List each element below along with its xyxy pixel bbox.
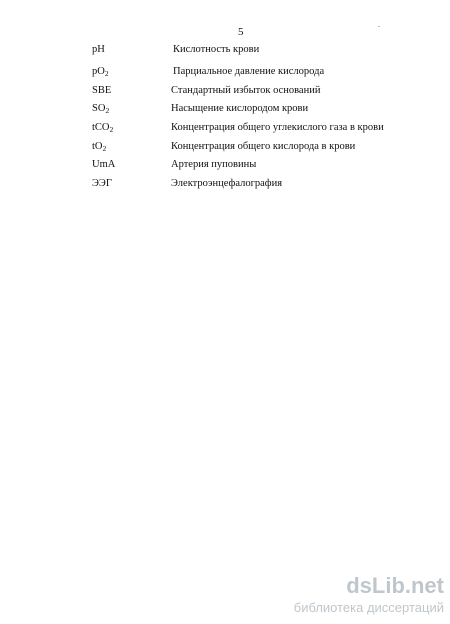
abbreviation-definition: Кислотность крови bbox=[173, 44, 260, 55]
abbreviation-row bbox=[0, 42, 450, 58]
abbreviation-definition: Артерия пуповины bbox=[171, 159, 257, 170]
abbreviation-term: tCO2 bbox=[92, 122, 114, 134]
abbreviation-definition: Парциальное давление кислорода bbox=[173, 66, 325, 77]
abbreviation-row bbox=[0, 139, 450, 155]
abbreviation-definition: Насыщение кислородом крови bbox=[171, 103, 309, 114]
page-number: 5 bbox=[238, 26, 244, 38]
abbreviation-term: ЭЭГ bbox=[92, 178, 112, 189]
abbreviation-term: tO2 bbox=[92, 141, 107, 153]
scan-speck: . bbox=[378, 20, 380, 29]
abbreviation-term: SBE bbox=[92, 85, 112, 96]
abbreviation-definition: Концентрация общего кислорода в крови bbox=[171, 141, 356, 152]
watermark-logo: dsLib.net bbox=[346, 573, 444, 598]
abbreviation-term: pO2 bbox=[92, 66, 109, 78]
abbreviation-row bbox=[0, 120, 450, 136]
abbreviation-row bbox=[0, 157, 450, 173]
abbreviation-term: pH bbox=[92, 44, 105, 55]
abbreviation-row bbox=[0, 176, 450, 192]
abbreviation-row bbox=[0, 64, 450, 80]
abbreviation-term: SO2 bbox=[92, 103, 110, 115]
abbreviation-row bbox=[0, 83, 450, 99]
abbreviation-definition: Электроэнцефалография bbox=[171, 178, 283, 189]
abbreviation-definition: Концентрация общего углекислого газа в крови bbox=[171, 122, 384, 133]
abbreviation-definition: Стандартный избыток оснований bbox=[171, 85, 321, 96]
abbreviation-row bbox=[0, 101, 450, 117]
watermark-subtitle: библиотека диссертаций bbox=[293, 600, 444, 615]
abbreviation-term: UmA bbox=[92, 159, 116, 170]
watermark bbox=[294, 574, 444, 616]
